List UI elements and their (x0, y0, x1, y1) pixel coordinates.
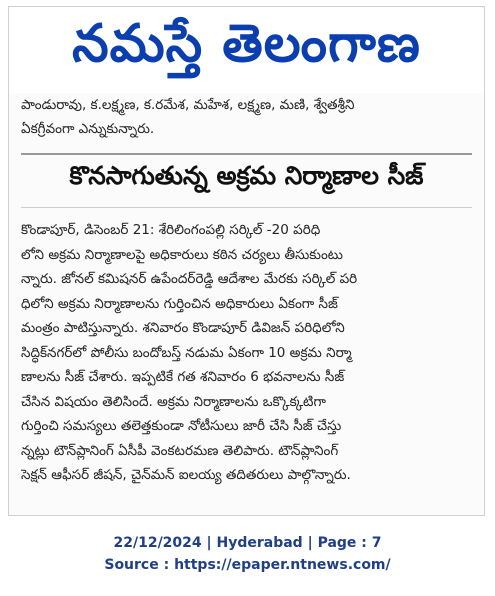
masthead-title: నమస్తే తెలంగాణ (72, 13, 421, 74)
text-line: సెక్షన్ ఆఫీసర్ జీషన్, చైన్‌మన్ ఐలయ్య తదితరులు పాల్గొన్నారు. (21, 467, 351, 483)
previous-article-tail (21, 93, 472, 141)
article-headline: కొనసాగుతున్న అక్రమ నిర్మాణాల సీజ్ (21, 153, 472, 208)
text-line: లోని అక్రమ నిర్మాణాలపై అధికారులు కఠిన చర్యలు తీసుకుంటు (21, 246, 343, 263)
article-body (21, 218, 472, 488)
text-line: మంత్రం పాటిస్తున్నారు. శనివారం కొండాపూర్ డివిజన్ పరిధిలోని (21, 320, 345, 336)
footer-date-page: 22/12/2024 | Hyderabad | Page : 7 (113, 535, 382, 551)
text-line: న్నారు. జోనల్ కమిషనర్ ఉపేందర్‌రెడ్డి ఆదేశాల మేరకు సర్కిల్ పరి (21, 271, 358, 287)
text-line: సిద్ధిక్‌నగర్‌లో పోలీసు బందోబస్త్ నడుమ ఏకంగా 10 అక్రమ నిర్మా (21, 344, 352, 361)
text-line: ణాలను సీజ్ చేశారు. ఇప్పటికే గత శనివారం 6 భవనాలను సీజ్ (21, 369, 345, 385)
text-line: కొండాపూర్, డిసెంబర్ 21: శేరిలింగంపల్లి సర్కిల్ -20 పరిధి (21, 222, 321, 238)
footer-source-url: Source : https://epaper.ntnews.com/ (104, 557, 391, 573)
newspaper-clipping (8, 6, 485, 516)
clipping-body (9, 93, 484, 488)
text-line: గుర్తించి సమస్యలు తలెత్తకుండా నోటీసులు జారీ చేసి సీజ్ చేస్తు (21, 418, 342, 434)
text-line: ఏకగ్రీవంగా ఎన్నుకున్నారు. (21, 121, 155, 137)
text-line: న్నట్లు టౌన్‌ప్లానింగ్ ఏసీపీ వెంకటరమణ తెలిపారు. టౌన్‌ప్లానింగ్ (21, 442, 339, 459)
masthead (9, 7, 484, 93)
text-line: పాండురావు, క.లక్ష్మణ, క.రమేశ, మహేశ, లక్ష్మణ, మణి, శ్వేతశ్రీని (21, 97, 355, 113)
text-line: ధిలోని అక్రమ నిర్మాణాలను గుర్తించిన అధికారులు ఏకంగా సీజ్ (21, 295, 338, 312)
text-line: చేసిన విషయం తెలిసిందే. అక్రమ నిర్మాణాలను ఒక్కొక్కటిగా (21, 393, 326, 410)
